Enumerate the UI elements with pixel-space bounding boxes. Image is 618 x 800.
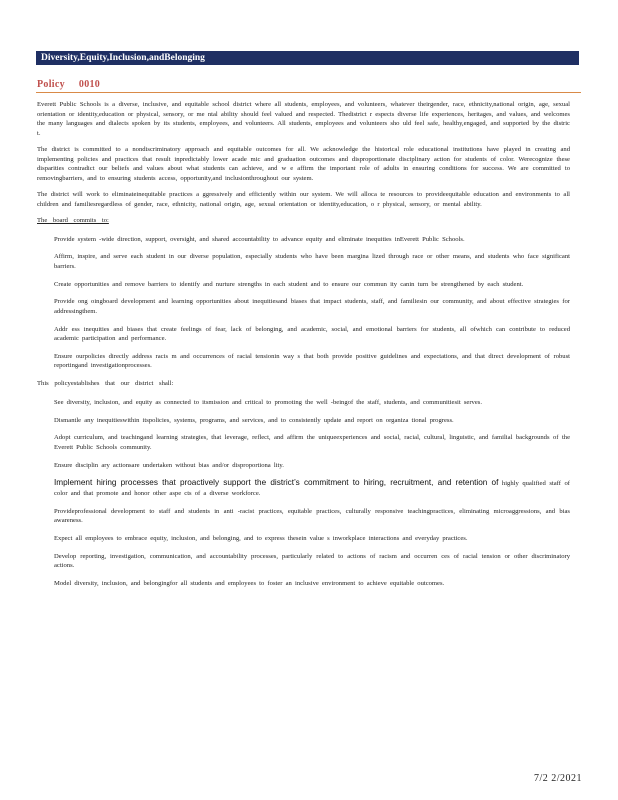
board-commitments-list <box>37 235 570 371</box>
list-item: Create opportunities and remove barriers to identify and nurture strengths in each student and to ensure our commun ity canin turn be strengthened by each student. <box>54 280 524 288</box>
list-item: Provide ong oingboard development and learning opportunities about inequitiesand biases that impact students, staff, and familiesin our community, and about effective strategies for addressingthem. <box>54 298 570 315</box>
list-item: Adopt curriculum, and teachingand learning strategies, that leverage, reflect, and affirm the uniqueexperiences and social, racial, cultural, linguistic, and familial backgrounds of the Everett Public Schools community. <box>54 434 570 451</box>
board-commits-label: The board commits to: <box>37 217 109 224</box>
list-item: Provideprofessional development to staff and students in anti -racist practices, equitable practices, culturally responsive teachingpractices, eliminating microaggressions, and bias awareness. <box>54 507 570 525</box>
list-item: Affirm, inspire, and serve each student in our diverse population, especially students who have been margina lized through race or other means, and students who face significant barriers. <box>54 253 570 270</box>
policy-body <box>37 100 570 597</box>
district-actions-list <box>37 398 570 589</box>
footer-date: 7/2 2/2021 <box>533 773 582 784</box>
header-bar <box>36 51 579 65</box>
list-item: Ensure ourpolicies directly address racis m and occurrences of racial tensionin way s that both provide positive guidelines and expectations, and that direct development of robust reportingand investigationprocesses. <box>54 352 570 370</box>
list-item: Provide system -wide direction, support, oversight, and shared accountability to advance equity and eliminate inequities inEverett Public Schools. <box>54 235 465 243</box>
policy-label: Policy <box>37 79 65 90</box>
policy-title <box>37 79 100 90</box>
list-item: Develop reporting, investigation, communication, and accountability processes, particularly related to actions of racism and occurren ces of racial tension or other discriminatory actions. <box>54 552 570 570</box>
policy-number: 0010 <box>78 79 101 90</box>
list-item-hiring <box>37 478 570 498</box>
list-item: Dismantle any inequitieswithin itspolicies, systems, programs, and services, and to consistently update and report on organiza tional progress. <box>54 416 454 424</box>
paragraph-eliminate-inequities: The district will work to eliminateinequitable practices a ggressively and efficiently within our system. We will alloca te resources to provideequitable education and environments to all children and familiesregardless of gender, race, ethnicity, national origin, age, sexual orientation or identity,education, o r physical, sensory, or mental ability. <box>37 191 570 208</box>
paragraph-intro: Everett Public Schools is a diverse, inclusive, and equitable school district where all students, employees, and volunteers, whatever theirgender, race, ethnicity,national origin, age, sexual orientation or identity,education or physical, sensory, or me ntal ability should feel valued and respected. Thedistrict r espects diverse life experiences, heritages, and values, and welcomes the many languages and dialects spoken by its students, employees, and volunteers. All students, employees and volunteers sho uld feel safe, healthy,engaged, and supported by the distric t. <box>37 101 570 137</box>
list-item: See diversity, inclusion, and equity as connected to itsmission and critical to promoting the well -beingof the staff, students, and communitiesit serves. <box>54 398 482 406</box>
policy-divider <box>36 92 581 93</box>
list-item: Model diversity, inclusion, and belongingfor all students and employees to foster an inclusive environment to achieve equitable outcomes. <box>54 580 445 588</box>
list-item: Ensure disciplin ary actionsare undertaken without bias and/or disproportiona lity. <box>54 461 284 469</box>
header-bar-title: Diversity,Equity,Inclusion,andBelonging <box>41 53 205 63</box>
hiring-item-rest: highly qualified staff of color and that promote and honor other aspe cts of a diverse workforce. <box>54 480 570 497</box>
paragraph-commitment: The district is committed to a nondiscriminatory approach and equitable outcomes for all. We acknowledge the historical role educational institutions have played in creating and implementing policies and practices that result inpredictably lower acade mic and graduation outcomes and disproportionate disciplinary action for students of color. Werecognize these disparities contradict our beliefs and values about what students can achieve, and w e affirm the important role of adults in ensuring conditions for success. We are committed to removingbarriers, and to ensuring students access, opportunity,and inclusionthroughout our system. <box>37 146 570 182</box>
list-item: Expect all employees to embrace equity, inclusion, and belonging, and to express thesein value s inworkplace interactions and everyday practices. <box>54 535 468 543</box>
policy-establishes-label: This policyestablishes that our district shall: <box>37 380 174 388</box>
hiring-item-lead: Implement hiring processes that proactively support the district’s commitment to hiring, recruitment, and retention of <box>54 478 499 488</box>
list-item: Addr ess inequities and biases that create feelings of fear, lack of belonging, and academic, social, and emotional barriers for students, all ofwhich can contribute to reduced academic participation and performance. <box>54 325 570 343</box>
